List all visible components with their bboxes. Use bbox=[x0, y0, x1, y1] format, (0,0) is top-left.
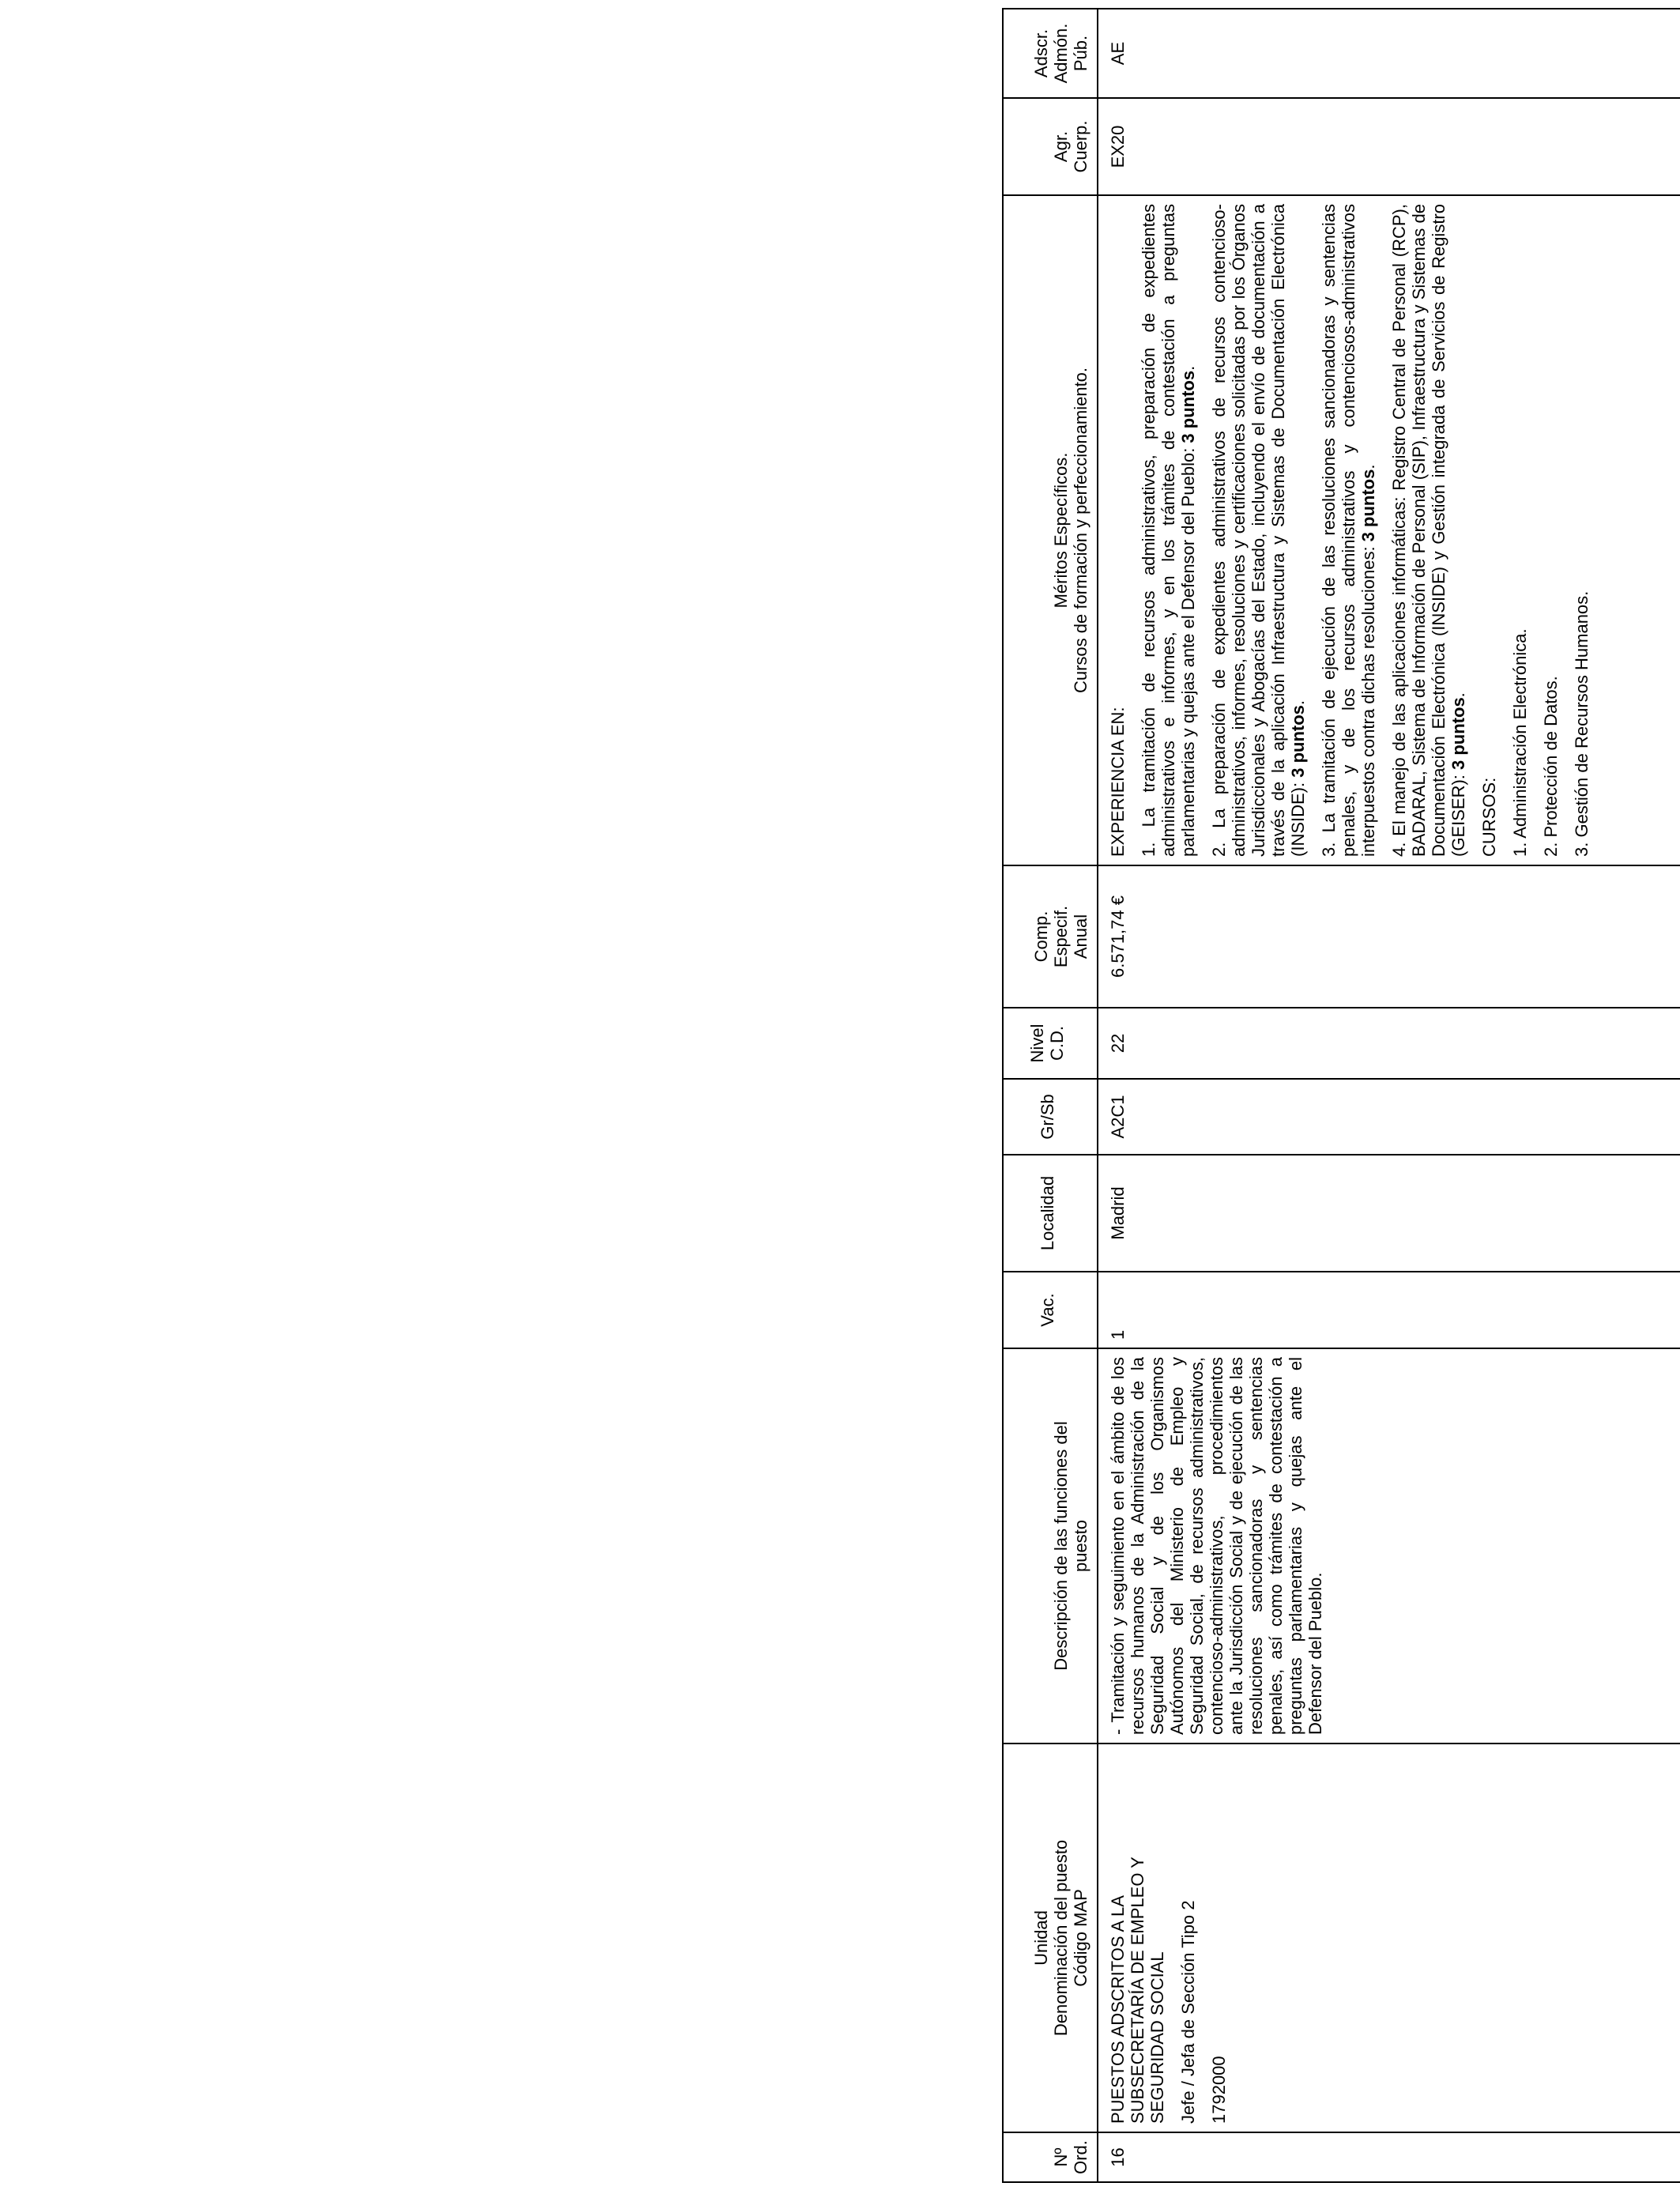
header-localidad: Localidad bbox=[1003, 1155, 1098, 1272]
job-table bbox=[1002, 8, 1680, 2183]
header-unidad: Unidad Denominación del puesto Código MAP bbox=[1003, 1744, 1098, 2132]
merit-item-1: 1. La tramitación de recursos administrativos, preparación de expedientes administrativos e informes, y en los trámites de contestación a preguntas parlamentarias y quejas ante el Defensor del Pueblo: 3 puntos. bbox=[1139, 204, 1198, 857]
header-grupo: Gr/Sb bbox=[1003, 1079, 1098, 1155]
cell-unidad bbox=[1098, 1744, 1680, 2132]
cell-num: 16 bbox=[1098, 2132, 1680, 2182]
header-vac: Vac. bbox=[1003, 1272, 1098, 1348]
cell-nivel: 22 bbox=[1098, 1008, 1680, 1079]
curso-item-1: 1. Administración Electrónica. bbox=[1510, 628, 1530, 857]
merit-item-3: 3. La tramitación de ejecución de las resoluciones sancionadoras y sentencias penales, y de los recursos administrativos y contenciosos-administrativos interpuestos contra dichas resoluciones: 3 puntos. bbox=[1319, 204, 1378, 857]
header-row bbox=[1003, 9, 1098, 2182]
map-code: 1792000 bbox=[1209, 2056, 1229, 2124]
cell-descripcion: - Tramitación y seguimiento en el ámbito de los recursos humanos de la Administración de la Seguridad Social y de los Organismos Autónomos del Ministerio de Empleo y Seguridad Social, de recursos administrativos, contencioso-administrativos, procedimientos ante la Jurisdicción Social y de ejecución de las resoluciones sancionadoras y sentencias penales, así como trámites de contestación a preguntas parlamentarias y quejas ante el Defensor del Pueblo. bbox=[1098, 1348, 1680, 1744]
cell-agr: EX20 bbox=[1098, 98, 1680, 195]
merit-item-2: 2. La preparación de expedientes administrativos de recursos contencioso-administrativos, informes, resoluciones y certificaciones solicitadas por los Órganos Jurisdiccionales y Abogacías del Estado, incluyendo el envío de documentación a través de la aplicación Infraestructura y Sistemas de Documentación Electrónica (INSIDE): 3 puntos. bbox=[1209, 204, 1308, 857]
curso-item-2: 2. Protección de Datos. bbox=[1541, 676, 1561, 857]
header-meritos: Méritos Específicos. Cursos de formación y perfeccionamiento. bbox=[1003, 195, 1098, 865]
header-nivel: Nivel C.D. bbox=[1003, 1008, 1098, 1079]
rotated-page bbox=[1002, 9, 1680, 2183]
table-row bbox=[1098, 9, 1680, 2182]
unit-name: PUESTOS ADSCRITOS A LA SUBSECRETARÍA DE EMPLEO Y SEGURIDAD SOCIAL bbox=[1108, 1857, 1167, 2124]
cell-vac: 1 bbox=[1098, 1272, 1680, 1348]
header-descripcion: Descripción de las funciones del puesto bbox=[1003, 1348, 1098, 1744]
cell-grupo: A2C1 bbox=[1098, 1079, 1680, 1155]
cursos-title: CURSOS: bbox=[1479, 777, 1499, 857]
merit-item-4: 4. El manejo de las aplicaciones informáticas: Registro Central de Personal (RCP), BADARAL, Sistema de Información de Personal (SIP), Infraestructura y Sistemas de Documentación Electrónica (INSIDE) y Gestión integrada de Servicios de Registro (GEISER): 3 puntos. bbox=[1389, 204, 1468, 857]
experiencia-title: EXPERIENCIA EN: bbox=[1108, 707, 1128, 857]
curso-item-3: 3. Gestión de Recursos Humanos. bbox=[1572, 590, 1591, 857]
cell-meritos bbox=[1098, 195, 1680, 865]
position-title: Jefe / Jefa de Sección Tipo 2 bbox=[1178, 1900, 1198, 2124]
header-comp: Comp. Especif. Anual bbox=[1003, 865, 1098, 1008]
cell-adscr: AE bbox=[1098, 9, 1680, 98]
header-num: Nº Ord. bbox=[1003, 2132, 1098, 2182]
cell-comp: 6.571,74 € bbox=[1098, 865, 1680, 1008]
header-adscr: Adscr. Admón. Púb. bbox=[1003, 9, 1098, 98]
cell-localidad: Madrid bbox=[1098, 1155, 1680, 1272]
header-agr: Agr. Cuerp. bbox=[1003, 98, 1098, 195]
